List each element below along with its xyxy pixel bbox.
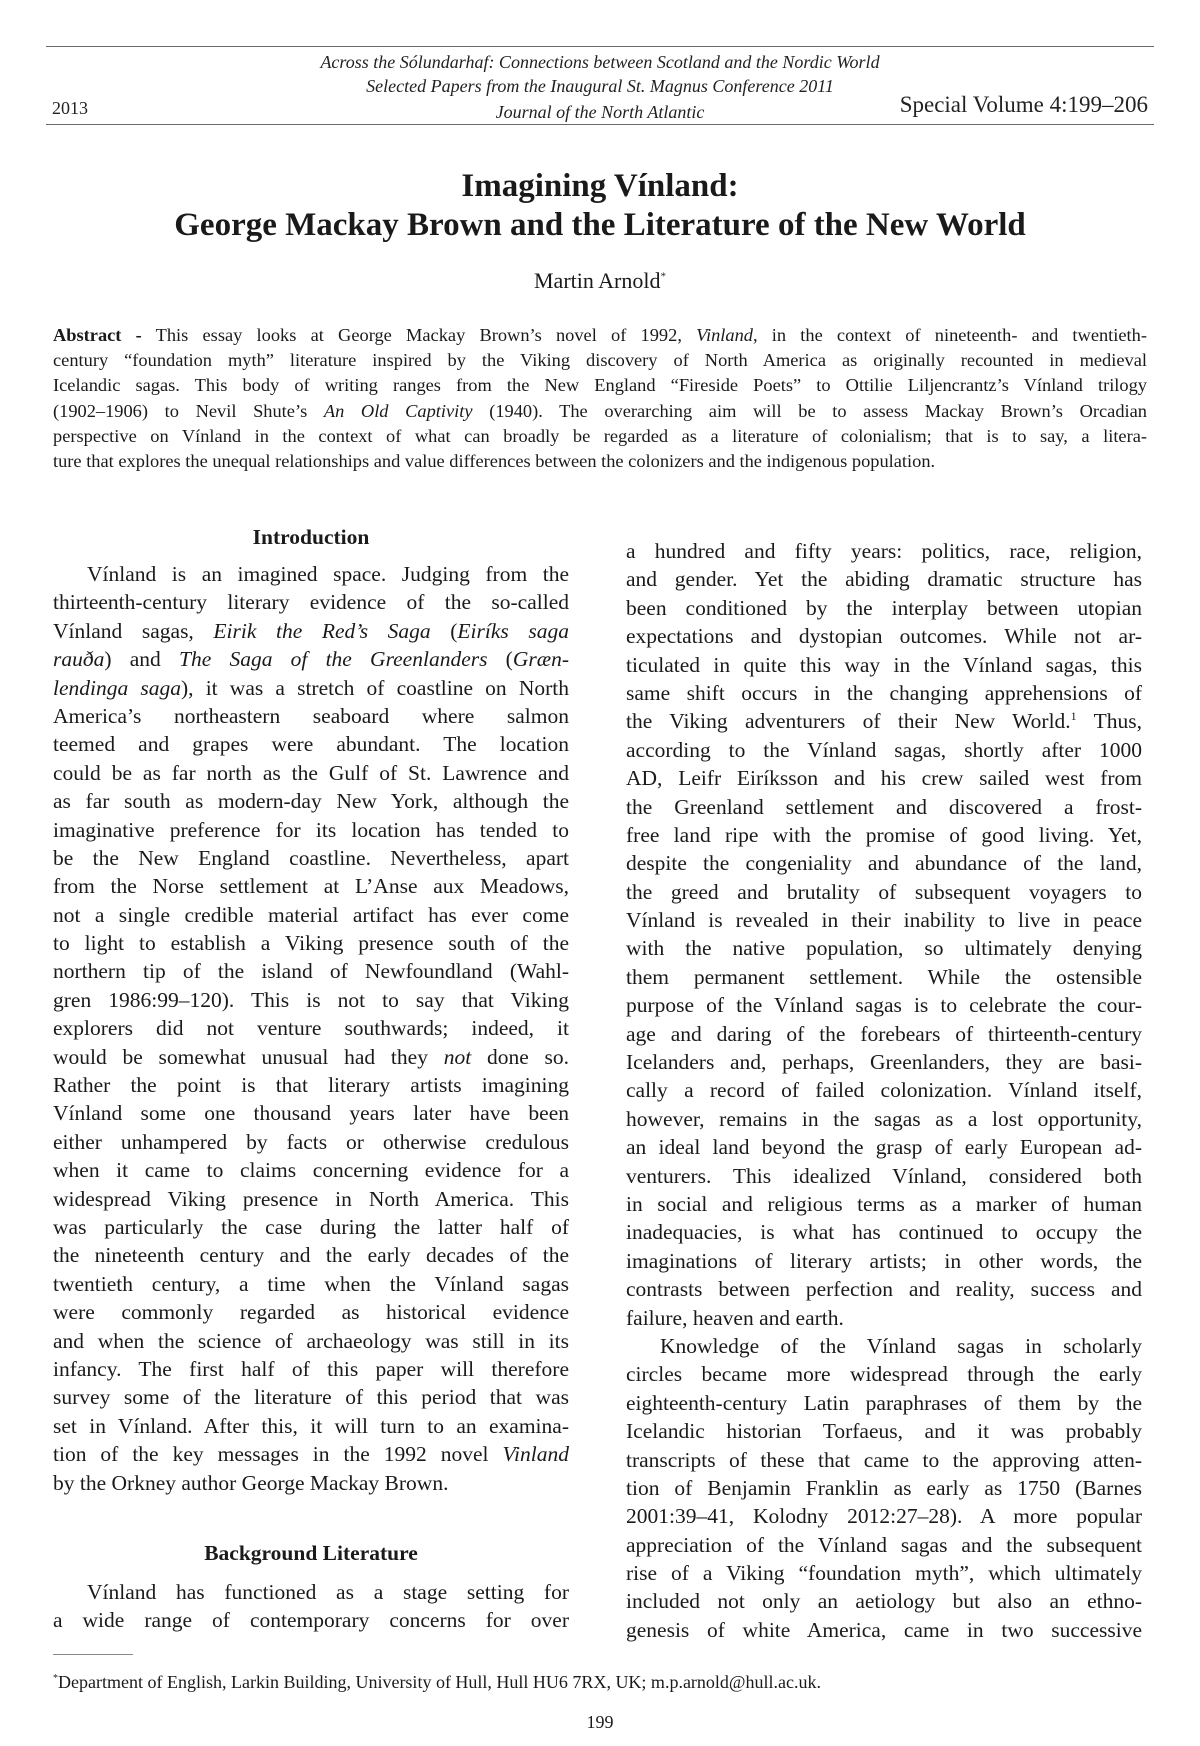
abstract-line: Abstract - This essay looks at George Mackay Brown’s novel of 1992, Vinland, in the context of nineteenth- and twentieth- [53, 325, 1147, 345]
text-line: Vínland is an imagined space. Judging from the [87, 562, 569, 586]
footnote-rule [53, 1654, 133, 1655]
text-line: Icelanders and, perhaps, Greenlanders, they are basi- [626, 1050, 1142, 1075]
text-line: would be somewhat unusual had they not done so. [53, 1044, 569, 1069]
section-heading-background: Background Literature [204, 1540, 418, 1565]
text-line: to light to establish a Viking presence south of the [53, 931, 569, 956]
text-line: when it came to claims concerning evidence for a [53, 1158, 569, 1183]
text-line: lendinga saga), it was a stretch of coastline on North [53, 675, 569, 700]
text-line: expectations and dystopian outcomes. While not ar- [626, 624, 1142, 649]
section-heading-introduction: Introduction [252, 525, 370, 549]
text-line: eighteenth-century Latin paraphrases of them by the [626, 1390, 1142, 1415]
text-line: was particularly the case during the latter half of [53, 1214, 569, 1239]
text-line: with the native population, so ultimately denying [626, 936, 1142, 961]
text-line: Vínland has functioned as a stage setting for [87, 1579, 569, 1604]
text-line: AD, Leifr Eiríksson and his crew sailed west from [626, 766, 1142, 791]
text-line: same shift occurs in the changing apprehensions of [626, 680, 1142, 705]
right-paragraph-1 [626, 537, 1142, 1332]
text-line: set in Vínland. After this, it will turn to an examina- [53, 1413, 569, 1438]
text-line: gren 1986:99–120). This is not to say that Viking [53, 987, 569, 1012]
text-line: tion of Benjamin Franklin as early as 1750 (Barnes [626, 1475, 1142, 1500]
text-line: rise of a Viking “foundation myth”, which ultimately [626, 1561, 1142, 1586]
header-series-title: Across the Sólundarhaf: Connections between Scotland and the Nordic World [320, 52, 880, 72]
header-bottom-rule [46, 124, 1154, 125]
text-line: America’s northeastern seaboard where salmon [53, 703, 569, 728]
author-name [0, 268, 1200, 294]
article-title-line2: George Mackay Brown and the Literature of the New World [174, 207, 1026, 243]
text-line: in social and religious terms as a marker of human [626, 1191, 1142, 1216]
text-line: infancy. The first half of this paper will therefore [53, 1356, 569, 1381]
text-line: and when the science of archaeology was still in its [53, 1328, 569, 1353]
abstract-label: Abstract - [53, 325, 142, 345]
right-paragraph-2 [626, 1332, 1142, 1644]
footnote-text: Department of English, Larkin Building, University of Hull, Hull HU6 7RX, UK; m.p.arnold@hull.ac.uk. [58, 1672, 821, 1692]
text-line: a hundred and fifty years: politics, race, religion, [626, 539, 1142, 563]
text-line: the Greenland settlement and discovered a frost- [626, 794, 1142, 819]
text-line: survey some of the literature of this period that was [53, 1385, 569, 1410]
author-text: Martin Arnold [534, 268, 661, 293]
article-title-line1: Imagining Vínland: [461, 168, 739, 204]
header-top-rule [46, 46, 1154, 47]
text-line: and gender. Yet the abiding dramatic structure has [626, 567, 1142, 592]
text-line: twentieth century, a time when the Vínland sagas [53, 1271, 569, 1296]
text-line: by the Orkney author George Mackay Brown. [53, 1470, 449, 1495]
text-line: age and daring of the forebears of thirteenth-century [626, 1021, 1142, 1046]
abstract-line: (1902–1906) to Nevil Shute’s An Old Captivity (1940). The overarching aim will be to assess Mackay Brown’s Orcadian [53, 400, 1147, 421]
abstract-line: century “foundation myth” literature inspired by the Viking discovery of North America as originally recounted in medieval [53, 350, 1147, 371]
text-line: rauða) and The Saga of the Greenlanders (Græn- [53, 647, 569, 672]
text-line: widespread Viking presence in North America. This [53, 1186, 569, 1211]
text-line: thirteenth-century literary evidence of the so-called [53, 590, 569, 615]
right-column [626, 537, 1142, 1644]
text-line: ticulated in quite this way in the Vínland sagas, this [626, 652, 1142, 677]
text-line: transcripts of these that came to the approving atten- [626, 1447, 1142, 1472]
abstract-line: perspective on Vínland in the context of what can broadly be regarded as a literature of colonialism; that is to say, a litera- [53, 425, 1147, 446]
text-line: genesis of white America, came in two successive [626, 1617, 1142, 1642]
left-column [53, 523, 569, 1635]
text-line: the Viking adventurers of their New World.$^1$ Thus, [626, 709, 1142, 734]
introduction-paragraph [53, 560, 569, 1497]
page-number: 199 [586, 1712, 614, 1732]
abstract-line: ture that explores the unequal relationships and value differences between the colonizers and the indigenous population. [53, 451, 936, 472]
footnote-affiliation [53, 1672, 821, 1693]
abstract-line: Icelandic sagas. This body of writing ranges from the New England “Fireside Poets” to Ottilie Liljencrantz’s Vínland trilogy [53, 375, 1147, 396]
text-line: northern tip of the island of Newfoundland (Wahl- [53, 959, 569, 984]
text-line: Knowledge of the Vínland sagas in scholarly [660, 1333, 1142, 1358]
text-line: circles became more widespread through the early [626, 1362, 1142, 1387]
footnote-ref: 1 [1070, 709, 1077, 724]
background-paragraph [53, 1578, 569, 1635]
text-line: Icelandic historian Torfaeus, and it was probably [626, 1419, 1142, 1444]
text-line: included not only an aetiology but also an ethno- [626, 1589, 1142, 1614]
text-line: them permanent settlement. While the ostensible [626, 964, 1142, 989]
text-line: explorers did not venture southwards; indeed, it [53, 1016, 569, 1041]
text-line: 2001:39–41, Kolodny 2012:27–28). A more popular [626, 1504, 1142, 1529]
text-line: Vínland is revealed in their inability to live in peace [626, 908, 1142, 933]
text-line: the nineteenth century and the early decades of the [53, 1243, 569, 1268]
text-line: imaginations of literary artists; in other words, the [626, 1248, 1142, 1273]
text-line: teemed and grapes were abundant. The location [53, 732, 569, 757]
text-line: not a single credible material artifact has ever come [53, 902, 569, 927]
text-line: an ideal land beyond the grasp of early European ad- [626, 1135, 1142, 1160]
text-line: tion of the key messages in the 1992 novel Vinland [53, 1442, 569, 1467]
text-line: contrasts between perfection and reality, success and [626, 1277, 1142, 1302]
text-line: despite the congeniality and abundance of the land, [626, 851, 1142, 876]
header-year: 2013 [52, 98, 88, 118]
text-line: cally a record of failed colonization. Vínland itself, [626, 1078, 1142, 1103]
text-line: venturers. This idealized Vínland, considered both [626, 1163, 1142, 1188]
text-line: failure, heaven and earth. [626, 1305, 844, 1330]
text-line: inadequacies, is what has continued to occupy the [626, 1220, 1142, 1245]
text-line: be the New England coastline. Nevertheless, apart [53, 845, 569, 870]
footnote-mark: * [53, 1673, 58, 1684]
text-line: imaginative preference for its location has tended to [53, 817, 569, 842]
text-line: Vínland sagas, Eirik the Red’s Saga (Eiríks saga [53, 618, 569, 643]
text-line: could be as far north as the Gulf of St. Lawrence and [53, 760, 569, 785]
text-line: however, remains in the sagas as a lost opportunity, [626, 1106, 1142, 1131]
header-journal: Journal of the North Atlantic [495, 102, 705, 122]
text-line: appreciation of the Vínland sagas and the subsequent [626, 1532, 1142, 1557]
text-line: a wide range of contemporary concerns for over [53, 1608, 569, 1633]
header-volume: Special Volume 4:199–206 [899, 92, 1148, 117]
header-subtitle: Selected Papers from the Inaugural St. Magnus Conference 2011 [366, 76, 834, 96]
text-line: as far south as modern-day New York, although the [53, 789, 569, 814]
text-line: the greed and brutality of subsequent voyagers to [626, 879, 1142, 904]
text-line: Rather the point is that literary artists imagining [53, 1073, 569, 1098]
author-affiliation-mark: * [660, 270, 666, 283]
abstract [53, 323, 1147, 474]
text-line: either unhampered by facts or otherwise credulous [53, 1129, 569, 1154]
text-line: according to the Vínland sagas, shortly after 1000 [626, 737, 1142, 762]
text-line: from the Norse settlement at L’Anse aux Meadows, [53, 874, 569, 899]
text-line: Vínland some one thousand years later have been [53, 1101, 569, 1126]
text-line: free land ripe with the promise of good living. Yet, [626, 822, 1142, 847]
text-line: were commonly regarded as historical evidence [53, 1300, 569, 1325]
text-line: been conditioned by the interplay between utopian [626, 595, 1142, 620]
text-line: purpose of the Vínland sagas is to celebrate the cour- [626, 993, 1142, 1018]
